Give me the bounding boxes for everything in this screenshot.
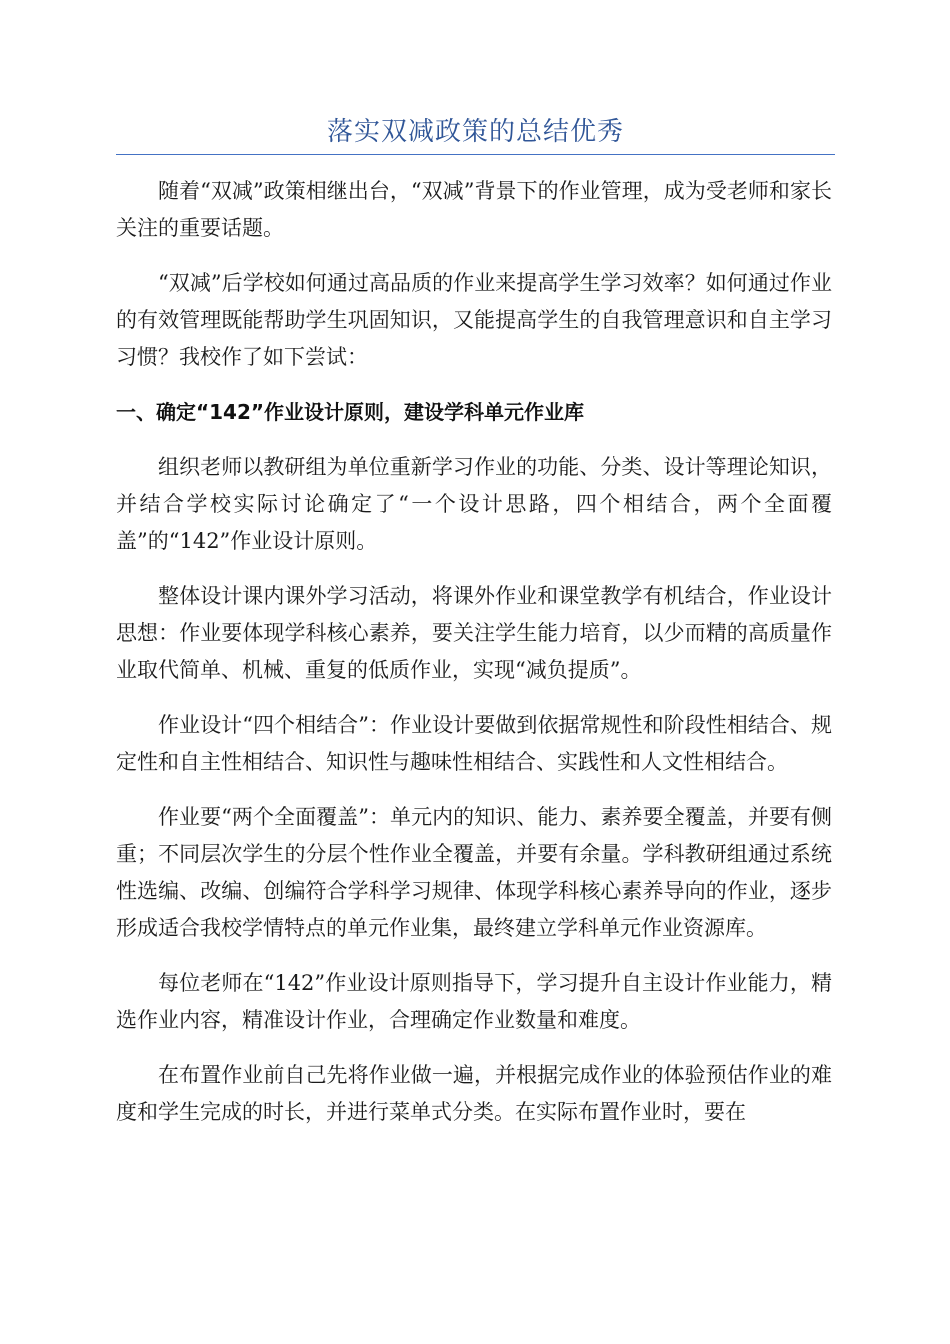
paragraph-section-6: 在布置作业前自己先将作业做一遍，并根据完成作业的体验预估作业的难度和学生完成的时长，并进行菜单式分类。在实际布置作业时，要在 xyxy=(116,1063,832,1124)
document-body xyxy=(116,173,832,1149)
paragraph-intro-2: “双减”后学校如何通过高品质的作业来提高学生学习效率？如何通过作业的有效管理既能帮助学生巩固知识，又能提高学生的自我管理意识和自主学习习惯？我校作了如下尝试： xyxy=(116,271,832,369)
paragraph-section-4: 作业要“两个全面覆盖”：单元内的知识、能力、素养要全覆盖，并要有侧重；不同层次学生的分层个性作业全覆盖，并要有余量。学科教研组通过系统性选编、改编、创编符合学科学习规律、体现学科核心素养导向的作业，逐步形成适合我校学情特点的单元作业集，最终建立学科单元作业资源库。 xyxy=(116,805,832,940)
paragraph-section-5: 每位老师在“142”作业设计原则指导下，学习提升自主设计作业能力，精选作业内容，精准设计作业，合理确定作业数量和难度。 xyxy=(116,971,832,1032)
title-underline xyxy=(116,154,835,155)
paragraph-intro-1: 随着“双减”政策相继出台，“双减”背景下的作业管理，成为受老师和家长关注的重要话题。 xyxy=(116,179,832,240)
section-heading: 一、确定“142”作业设计原则，建设学科单元作业库 xyxy=(116,400,585,424)
paragraph-section-1: 组织老师以教研组为单位重新学习作业的功能、分类、设计等理论知识，并结合学校实际讨论确定了“一个设计思路，四个相结合，两个全面覆盖”的“142”作业设计原则。 xyxy=(116,455,832,553)
paragraph-section-2: 整体设计课内课外学习活动，将课外作业和课堂教学有机结合，作业设计思想：作业要体现学科核心素养，要关注学生能力培育，以少而精的高质量作业取代简单、机械、重复的低质作业，实现“减负提质”。 xyxy=(116,584,832,682)
paragraph-section-3: 作业设计“四个相结合”：作业设计要做到依据常规性和阶段性相结合、规定性和自主性相结合、知识性与趣味性相结合、实践性和人文性相结合。 xyxy=(116,713,832,774)
document-title: 落实双减政策的总结优秀 xyxy=(326,117,624,147)
